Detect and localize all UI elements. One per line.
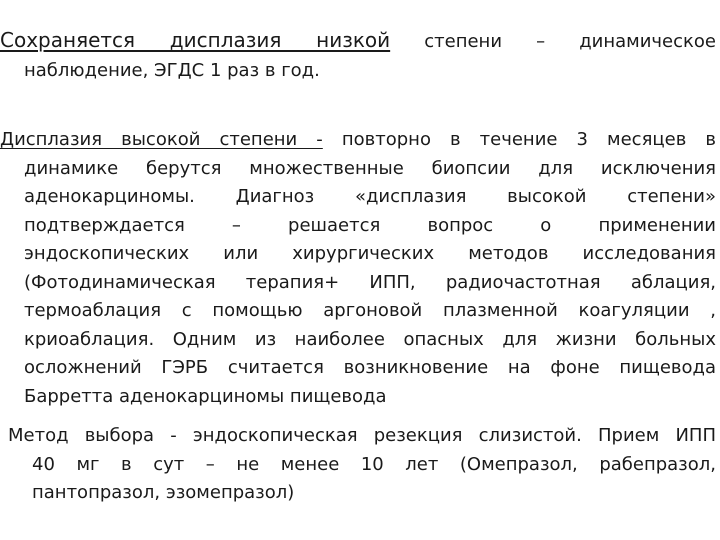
paragraph-line: подтверждается – решается вопрос о применении — [24, 214, 716, 236]
paragraph-low-grade-dysplasia — [0, 26, 716, 85]
line-lead: динамическое — [579, 31, 716, 52]
paragraph-line: аденокарциномы. Диагноз «дисплазия высокой степени» — [24, 186, 716, 207]
paragraph-line — [0, 126, 716, 155]
term-low-grade-dysplasia: Сохраняется дисплазия низкой — [0, 28, 391, 52]
paragraph-high-grade-dysplasia — [0, 126, 716, 411]
paragraph-line: эндоскопических или хирургических методов исследования — [24, 243, 716, 264]
paragraph-line: наблюдение, ЭГДС 1 раз в год. — [24, 59, 320, 81]
paragraph-line: термоаблация с помощью аргоновой плазменной коагуляции , — [24, 300, 716, 321]
paragraph-line: осложнений ГЭРБ считается возникновение на фоне пищевода — [24, 357, 716, 378]
paragraph-line: пантопразол, эзомепразол) — [32, 482, 295, 503]
line-rest: повторно в течение 3 месяцев в — [341, 129, 717, 150]
paragraph-line: динамике берутся множественные биопсии для исключения — [24, 157, 716, 179]
paragraph-line: криоаблация. Одним из наиболее опасных для жизни больных — [24, 328, 716, 350]
paragraph-line: Метод выбора - эндоскопическая резекция слизистой. Прием ИПП — [8, 425, 716, 446]
term-tail: степени — [424, 31, 503, 52]
dash: – — [536, 31, 546, 52]
paragraph-line — [0, 26, 716, 57]
term-high-grade-dysplasia: Дисплазия высокой степени - — [0, 129, 323, 150]
paragraph-line: (Фотодинамическая терапия+ ИПП, радиочастотная аблация, — [24, 271, 716, 293]
paragraph-line: Барретта аденокарциномы пищевода — [24, 385, 387, 407]
paragraph-treatment-method — [8, 422, 716, 508]
paragraph-line: 40 мг в сут – не менее 10 лет (Омепразол, рабепразол, — [32, 453, 716, 475]
